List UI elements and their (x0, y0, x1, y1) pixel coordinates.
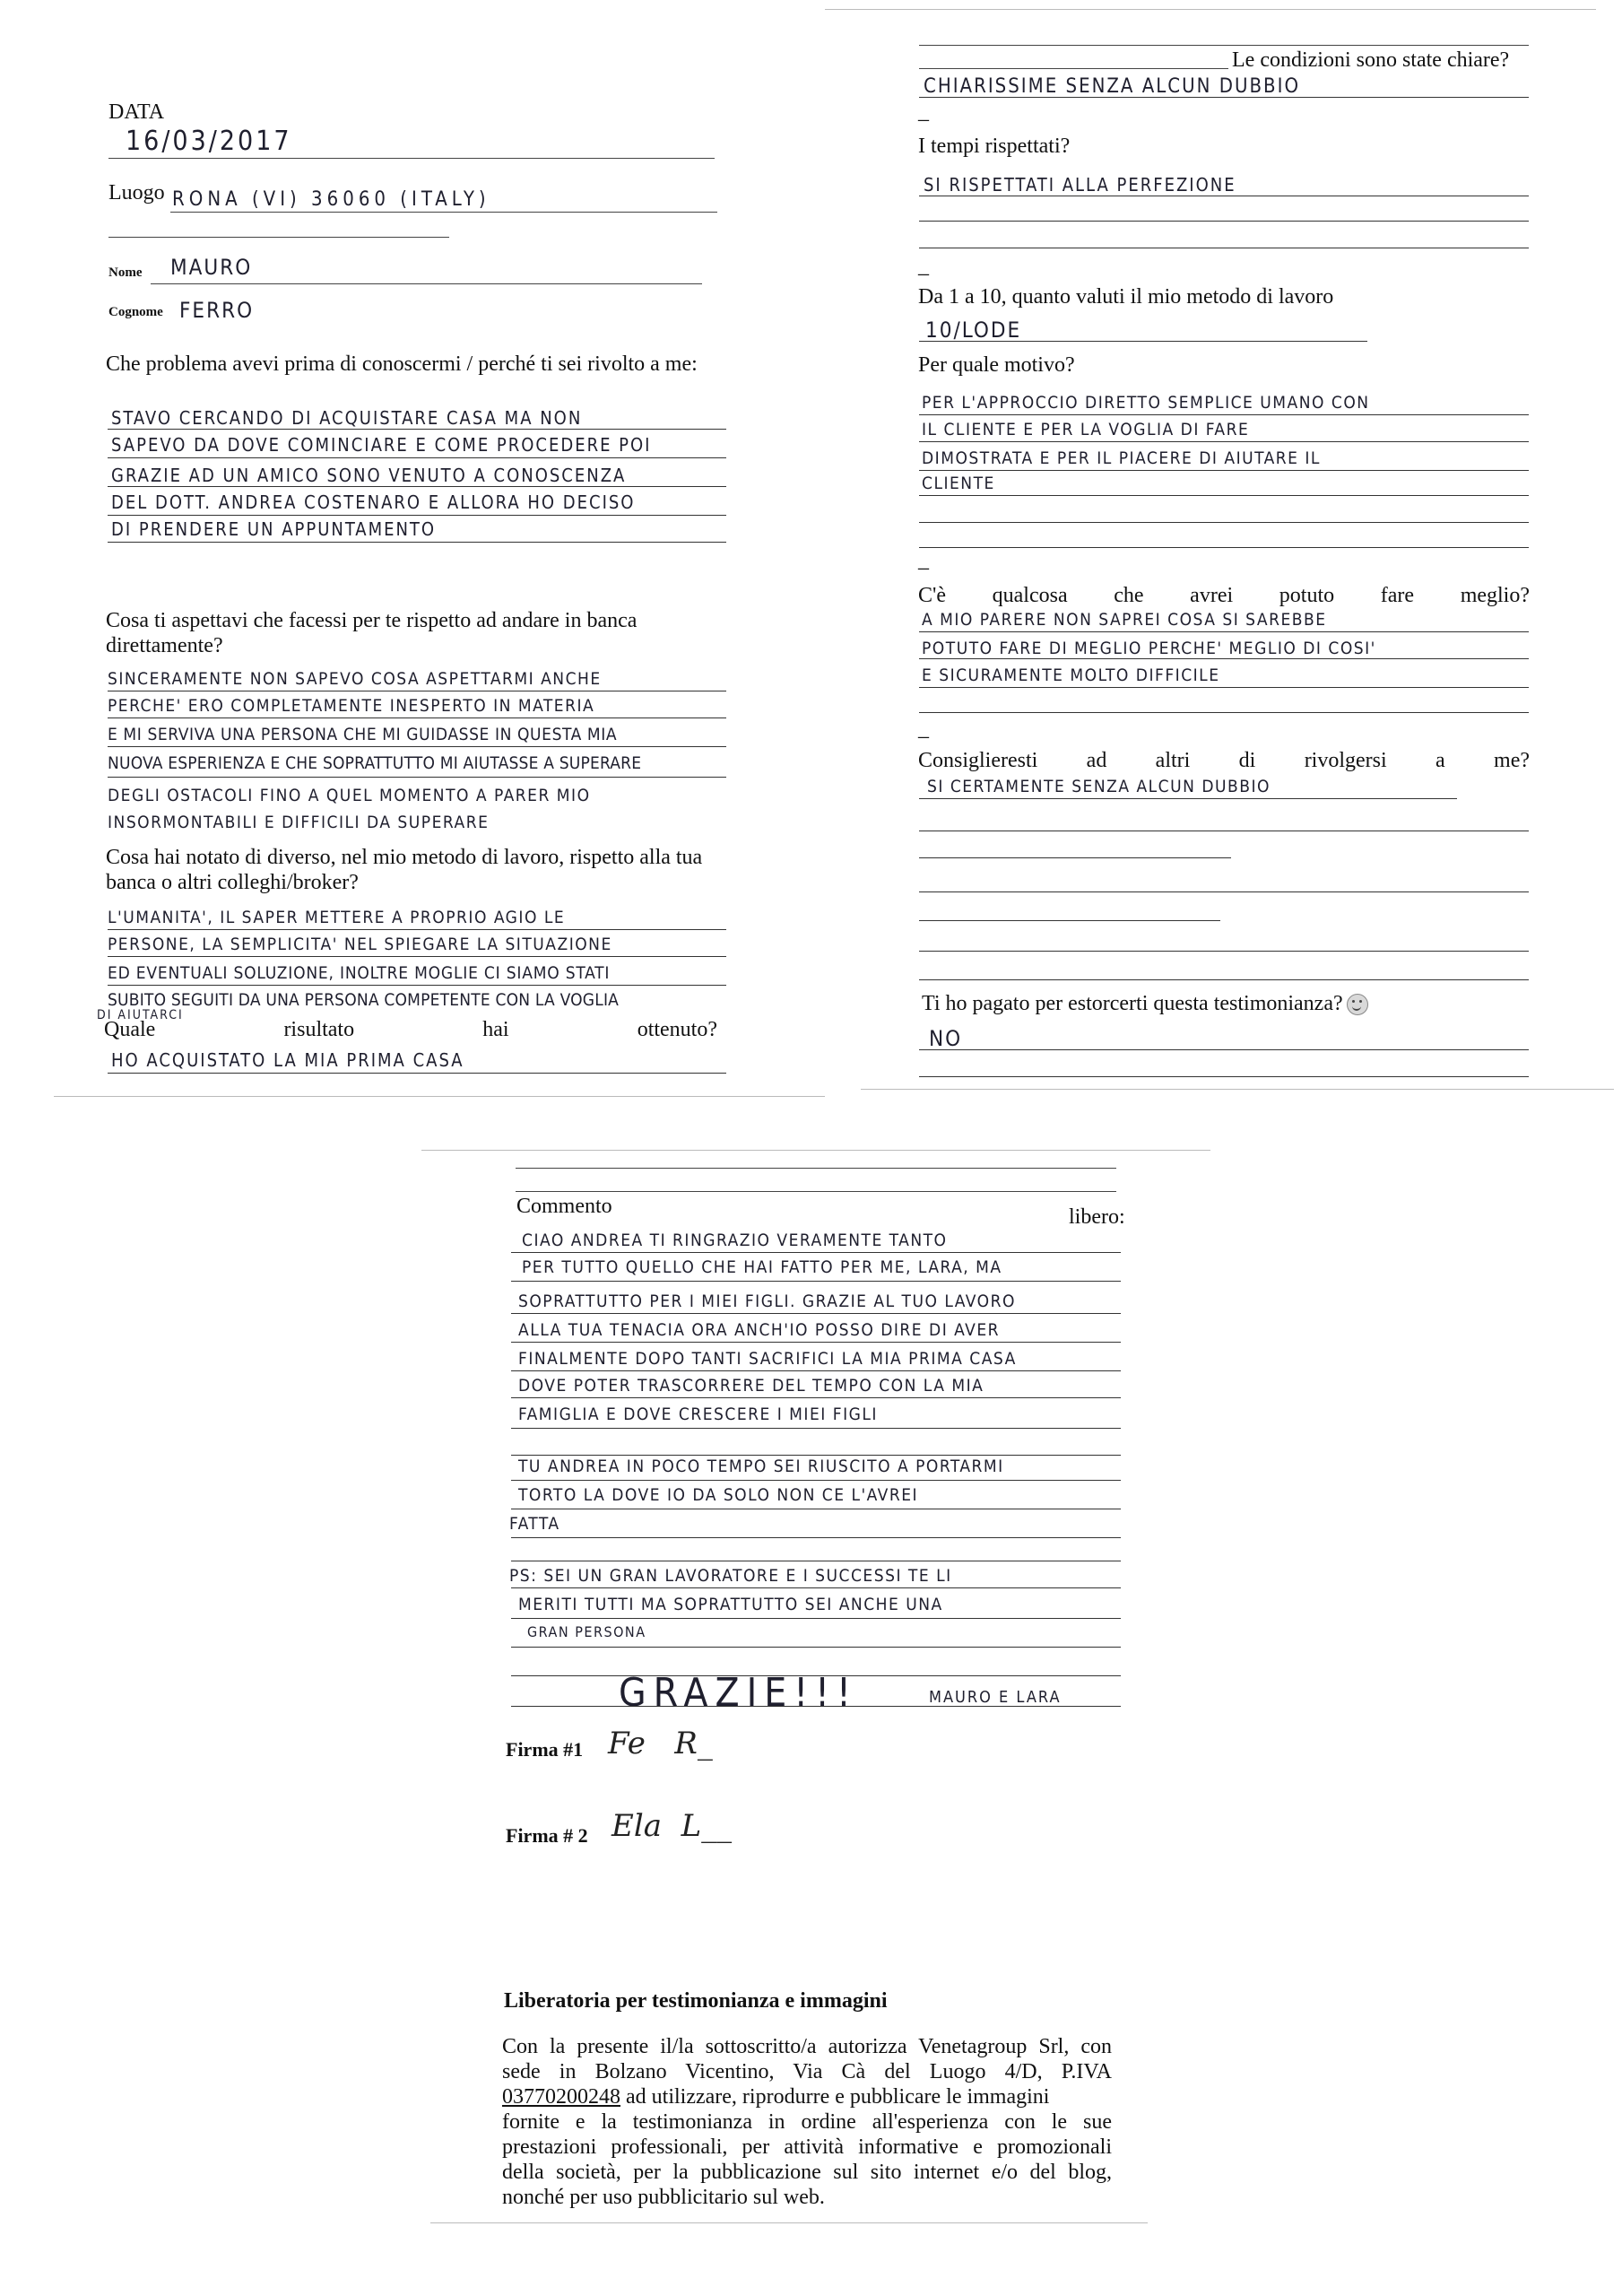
answer-expectation-rule-3 (108, 746, 726, 747)
answer-difference-rule-2 (108, 956, 726, 957)
liberatoria-line-3-text: ad utilizzare, riprodurre e pubblicare le immagini (620, 2085, 1050, 2109)
luogo-line (170, 212, 717, 213)
comment-rule-9 (511, 1480, 1121, 1481)
firma1-label: Firma #1 (506, 1738, 584, 1761)
answer-expectation-line-3: E MI SERVIVA UNA PERSONA CHE MI GUIDASSE IN QUESTA MIA (108, 725, 618, 744)
answer-paid: NO (929, 1026, 963, 1051)
answer-difference-rule-3 (108, 985, 726, 986)
left-page-bottom-edge (54, 1096, 825, 1097)
signature-1: Fe R_ (608, 1726, 713, 1761)
comment-rule-4 (511, 1342, 1121, 1343)
data-label: DATA (108, 100, 165, 124)
answer-rating: 10/LODE (925, 317, 1022, 343)
answer-expectation-rule-4 (108, 777, 726, 778)
answer-better-line-2: POTUTO FARE DI MEGLIO PERCHE' MEGLIO DI COSI' (922, 639, 1376, 658)
liberatoria-title: Liberatoria per testimonianza e immagini (504, 1989, 888, 2013)
answer-recommend-rule-3 (919, 857, 1231, 858)
comment-line-12: MERITI TUTTI MA SOPRATTUTTO SEI ANCHE UNA (518, 1595, 943, 1614)
answer-problem-rule-2 (108, 457, 726, 458)
comment-line-9: TORTO LA DOVE IO DA SOLO NON CE L'AVREI (518, 1485, 919, 1505)
liberatoria-line-2: sede in Bolzano Vicentino, Via Cà del Luogo 4/D, P.IVA (502, 2060, 1112, 2083)
comment-rule-5 (511, 1370, 1121, 1371)
comment-rule-14 (511, 1618, 1121, 1619)
question-recommend: Consiglieresti ad altri di rivolgersi a me? (918, 749, 1530, 772)
nome-label: Nome (108, 265, 143, 280)
grazie-text: GRAZIE!!! (619, 1670, 858, 1716)
dash-4: _ (918, 718, 929, 741)
answer-difference-line-4: SUBITO SEGUITI DA UNA PERSONA COMPETENTE CON LA VOGLIA (108, 990, 620, 1010)
answer-conditions-rule (919, 97, 1529, 98)
comment-rule-6 (511, 1397, 1121, 1398)
comment-line-2: PER TUTTO QUELLO CHE HAI FATTO PER ME, LARA, MA (522, 1257, 1002, 1277)
closing-text: MAURO E LARA (929, 1688, 1062, 1707)
answer-better-line-1: A MIO PARERE NON SAPREI COSA SI SAREBBE (922, 610, 1327, 630)
conditions-top-line (919, 45, 1529, 46)
answer-problem-line-5: DI PRENDERE UN APPUNTAMENTO (111, 518, 437, 540)
answer-difference-line-3: ED EVENTUALI SOLUZIONE, INOLTRE MOGLIE CI SIAMO STATI (108, 963, 611, 983)
cognome-value: FERRO (179, 298, 255, 323)
liberatoria-line-5: prestazioni professionali, per attività informative e promozionali (502, 2135, 1112, 2159)
dash-2: _ (918, 255, 929, 278)
luogo-line-2 (108, 237, 449, 238)
answer-conditions: CHIARISSIME SENZA ALCUN DUBBIO (924, 75, 1301, 98)
question-expectation: Cosa ti aspettavi che facessi per te rispetto ad andare in banca direttamente? (106, 609, 638, 657)
answer-recommend-rule-1 (919, 798, 1457, 799)
answer-paid-rule (919, 1049, 1529, 1050)
right-page-top-edge (825, 9, 1596, 10)
comment-line-11: PS: SEI UN GRAN LAVORATORE E I SUCCESSI TE LI (509, 1566, 952, 1586)
answer-problem-rule-5 (108, 542, 726, 543)
comment-line-7: FAMIGLIA E DOVE CRESCERE I MIEI FIGLI (518, 1405, 878, 1424)
comment-rule-15 (511, 1647, 1121, 1648)
comment-rule-1 (511, 1252, 1121, 1253)
luogo-value: RONA (VI) 36060 (ITALY) (172, 188, 490, 211)
answer-problem-line-2: SAPEVO DA DOVE COMINCIARE E COME PROCEDERE POI (111, 434, 652, 456)
answer-reason-rule-2 (919, 441, 1529, 442)
nome-line (151, 283, 702, 284)
liberatoria-line-3 (502, 2084, 1121, 2109)
answer-better-line-3: E SICURAMENTE MOLTO DIFFICILE (922, 665, 1220, 685)
comment-top-line-2 (516, 1191, 1116, 1192)
bottom-page-top-edge (421, 1150, 1210, 1151)
comment-rule-2 (511, 1281, 1121, 1282)
luogo-label: Luogo (108, 181, 165, 204)
liberatoria-line-4: fornite e la testimonianza in ordine all'esperienza con le sue (502, 2110, 1112, 2134)
libero-label: libero: (1069, 1205, 1125, 1229)
answer-paid-rule-2 (919, 1076, 1529, 1077)
bottom-page-bottom-edge (430, 2222, 1148, 2223)
question-paid (922, 992, 1368, 1016)
comment-rule-13 (511, 1587, 1121, 1588)
comment-line-13: GRAN PERSONA (527, 1623, 646, 1640)
question-reason: Per quale motivo? (918, 353, 1075, 377)
commento-label: Commento (516, 1195, 612, 1218)
answer-rating-rule (919, 341, 1367, 342)
answer-problem-rule-4 (108, 515, 726, 516)
answer-difference-line-2: PERSONE, LA SEMPLICITA' NEL SPIEGARE LA SITUAZIONE (108, 935, 612, 954)
comment-line-10: FATTA (509, 1514, 560, 1534)
answer-recommend-rule-7 (919, 979, 1529, 980)
answer-difference-rule-1 (108, 929, 726, 930)
answer-times-rule-2 (919, 221, 1529, 222)
answer-reason-rule-3 (919, 470, 1529, 471)
answer-better-rule-1 (919, 631, 1529, 632)
question-difference: Cosa hai notato di diverso, nel mio metodo di lavoro, rispetto alla tua banca o altri colleghi/broker? (106, 846, 703, 894)
comment-line-6: DOVE POTER TRASCORRERE DEL TEMPO CON LA MIA (518, 1376, 984, 1396)
liberatoria-line-6: della società, per la pubblicazione sul sito internet e/o del blog, (502, 2161, 1112, 2184)
answer-reason-rule-5 (919, 522, 1529, 523)
answer-difference-line-1: L'UMANITA', IL SAPER METTERE A PROPRIO AGIO LE (108, 908, 566, 927)
liberatoria-line-7: nonché per uso pubblicitario sul web. (502, 2186, 825, 2209)
data-value: 16/03/2017 (126, 126, 292, 157)
comment-line-4: ALLA TUA TENACIA ORA ANCH'IO POSSO DIRE DI AVER (518, 1320, 1000, 1340)
answer-reason-line-4: CLIENTE (922, 474, 995, 493)
comment-top-line-1 (516, 1168, 1116, 1169)
answer-result: HO ACQUISTATO LA MIA PRIMA CASA (111, 1049, 464, 1071)
answer-reason-rule-6 (919, 547, 1529, 548)
answer-expectation-line-5: DEGLI OSTACOLI FINO A QUEL MOMENTO A PARER MIO (108, 786, 591, 805)
nome-value: MAURO (170, 255, 253, 280)
signature-2: Ela L__ (612, 1808, 733, 1844)
dash-1: _ (918, 100, 929, 124)
answer-result-rule (108, 1073, 726, 1074)
answer-problem-line-3: GRAZIE AD UN AMICO SONO VENUTO A CONOSCENZA (111, 465, 627, 486)
answer-expectation-line-1: SINCERAMENTE NON SAPEVO COSA ASPETTARMI ANCHE (108, 669, 602, 689)
answer-recommend: SI CERTAMENTE SENZA ALCUN DUBBIO (927, 777, 1271, 796)
comment-rule-8 (511, 1455, 1121, 1456)
question-problem: Che problema avevi prima di conoscermi / perché ti sei rivolto a me: (106, 352, 698, 376)
answer-better-rule-3 (919, 687, 1529, 688)
answer-reason-line-1: PER L'APPROCCIO DIRETTO SEMPLICE UMANO CON (922, 393, 1370, 413)
answer-recommend-rule-5 (919, 920, 1220, 921)
question-conditions: Le condizioni sono state chiare? (1232, 48, 1510, 72)
data-line (108, 158, 715, 159)
answer-times: SI RISPETTATI ALLA PERFEZIONE (924, 174, 1236, 196)
answer-reason-rule-4 (919, 495, 1529, 496)
question-times: I tempi rispettati? (918, 135, 1071, 158)
question-paid-text: Ti ho pagato per estorcerti questa testimonianza? (922, 992, 1343, 1015)
question-rating: Da 1 a 10, quanto valuti il mio metodo di lavoro (918, 285, 1334, 309)
comment-line-3: SOPRATTUTTO PER I MIEI FIGLI. GRAZIE AL TUO LAVORO (518, 1292, 1016, 1311)
answer-recommend-rule-6 (919, 951, 1529, 952)
comment-line-5: FINALMENTE DOPO TANTI SACRIFICI LA MIA PRIMA CASA (518, 1349, 1017, 1369)
right-page-bottom-edge (861, 1089, 1614, 1090)
answer-reason-line-2: IL CLIENTE E PER LA VOGLIA DI FARE (922, 420, 1250, 439)
answer-problem-rule-3 (108, 486, 726, 487)
answer-problem-rule-1 (108, 429, 726, 430)
answer-difference-line-5: DI AIUTARCI (97, 1008, 184, 1022)
answer-reason-line-3: DIMOSTRATA E PER IL PIACERE DI AIUTARE IL (922, 448, 1321, 468)
question-better: C'è qualcosa che avrei potuto fare meglio? (918, 584, 1530, 607)
conditions-lead-line (919, 68, 1228, 69)
answer-expectation-line-6: INSORMONTABILI E DIFFICILI DA SUPERARE (108, 813, 490, 832)
dash-3: _ (918, 549, 929, 572)
answer-better-rule-2 (919, 658, 1529, 659)
smiley-icon (1347, 994, 1368, 1015)
comment-rule-3 (511, 1313, 1121, 1314)
comment-line-1: CIAO ANDREA TI RINGRAZIO VERAMENTE TANTO (522, 1231, 948, 1250)
firma2-label: Firma # 2 (506, 1824, 588, 1847)
comment-rule-17 (511, 1706, 1121, 1707)
liberatoria-line-1: Con la presente il/la sottoscritto/a autorizza Venetagroup Srl, con (502, 2035, 1112, 2058)
answer-problem-line-4: DEL DOTT. ANDREA COSTENARO E ALLORA HO DECISO (111, 491, 636, 513)
answer-reason-rule-1 (919, 414, 1529, 415)
answer-problem-line-1: STAVO CERCANDO DI ACQUISTARE CASA MA NON (111, 407, 583, 429)
cognome-label: Cognome (108, 305, 163, 319)
comment-rule-7 (511, 1428, 1121, 1429)
comment-rule-11 (511, 1537, 1121, 1538)
answer-expectation-line-2: PERCHE' ERO COMPLETAMENTE INESPERTO IN MATERIA (108, 696, 595, 716)
answer-better-rule-4 (919, 712, 1529, 713)
answer-expectation-line-4: NUOVA ESPERIENZA E CHE SOPRATTUTTO MI AIUTASSE A SUPERARE (108, 753, 642, 773)
answer-recommend-rule-4 (919, 891, 1529, 892)
question-result: Quale risultato hai ottenuto? (104, 1018, 717, 1041)
piva-link[interactable]: 03770200248 (502, 2085, 620, 2109)
comment-line-8: TU ANDREA IN POCO TEMPO SEI RIUSCITO A PORTARMI (518, 1457, 1004, 1476)
